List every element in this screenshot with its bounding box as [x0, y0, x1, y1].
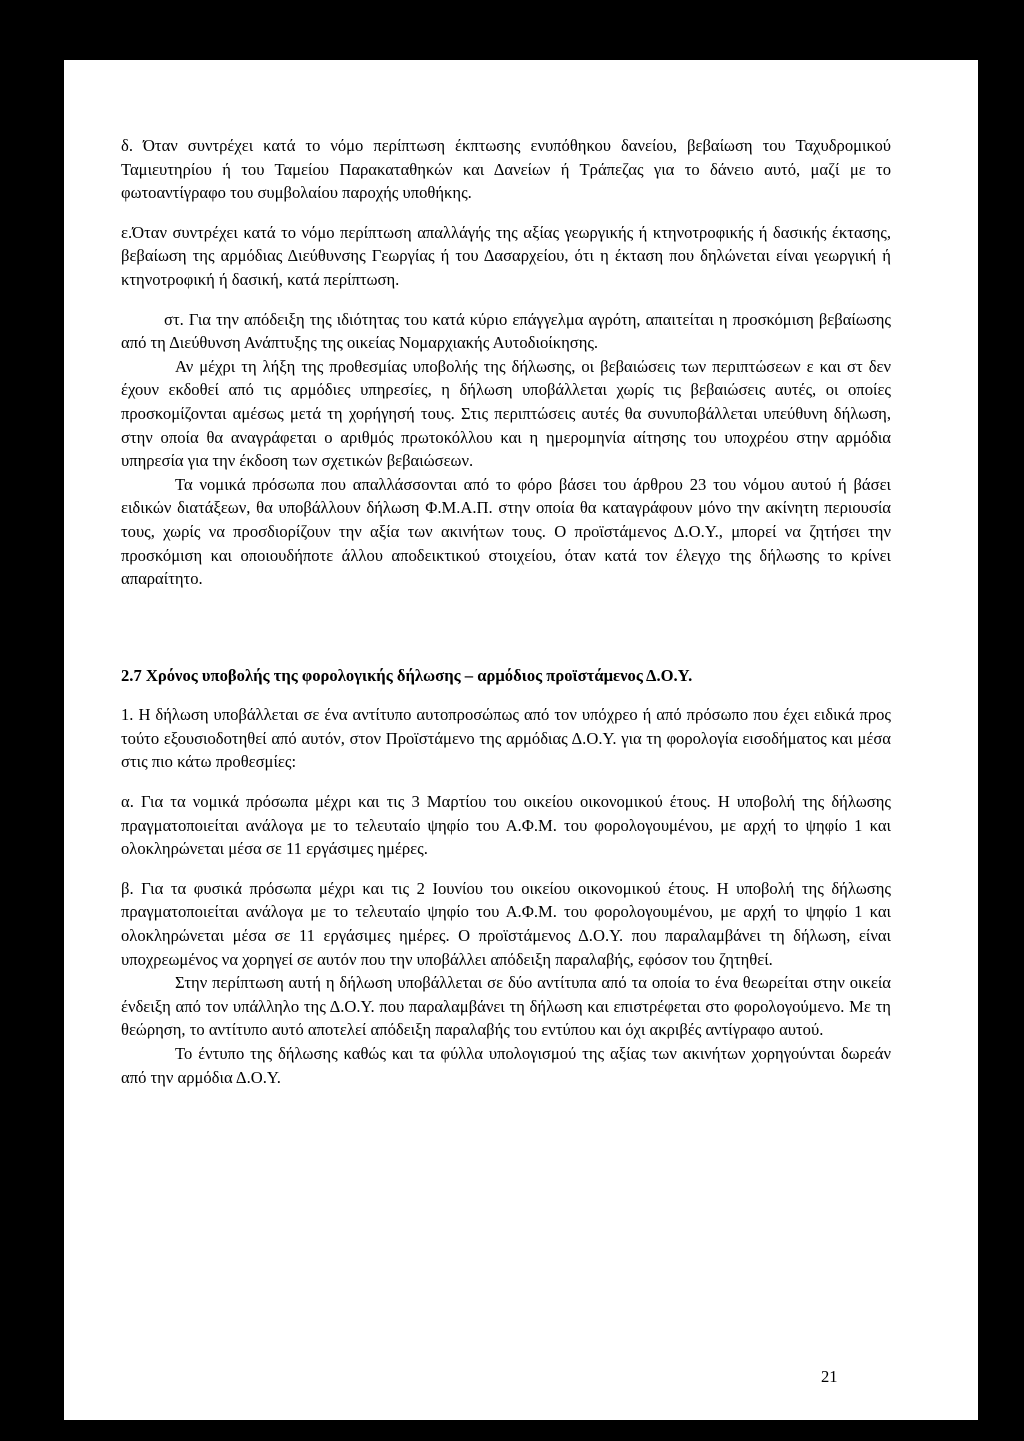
section-st: στ. Για την απόδειξη της ιδιότητας του κατά κύριο επάγγελμα αγρότη, απαιτείται η προσκόμιση βεβαίωσης από τη Διεύθυνση Ανάπτυξης της οικείας Νομαρχιακής Αυτοδιοίκησης.: [121, 309, 891, 353]
section-heading: 2.7 Χρόνος υποβολής της φορολογικής δήλωσης – αρμόδιος προϊστάμενος Δ.Ο.Υ.: [121, 665, 693, 685]
item-a: α. Για τα νομικά πρόσωπα μέχρι και τις 3 Μαρτίου του οικείου οικονομικού έτους. Η υποβολή της δήλωσης πραγματοποιείται ανάλογα με το τελευταίο ψηφίο του Α.Φ.Μ. του φορολογουμένου, με αρχή το ψηφίο 1 και ολοκληρώνεται μέσα σε 11 εργάσιμες ημέρες.: [121, 792, 891, 859]
paragraph-forms: Το έντυπο της δήλωσης καθώς και τα φύλλα υπολογισμού της αξίας των ακινήτων χορηγούνται δωρεάν από την αρμόδια Δ.Ο.Υ.: [121, 1044, 891, 1087]
item-b: β. Για τα φυσικά πρόσωπα μέχρι και τις 2 Ιουνίου του οικείου οικονομικού έτους. Η υποβολή της δήλωσης πραγματοποιείται ανάλογα με το τελευταίο ψηφίο του Α.Φ.Μ. του φορολογουμένου, με αρχή το ψηφίο 1 και ολοκληρώνεται μέσα σε 11 εργάσιμες ημέρες. Ο προϊστάμενος Δ.Ο.Υ. που παραλαμβάνει τη δήλωση, είναι υποχρεωμένος να χορηγεί σε αυτόν που την υποβάλλει απόδειξη παραλαβής, εφόσον του ζητηθεί.: [121, 878, 891, 969]
document-body: [121, 134, 891, 1089]
section-delta: δ. Όταν συντρέχει κατά το νόμο περίπτωση έκπτωσης ενυπόθηκου δανείου, βεβαίωση του Ταχυδρομικού Ταμιευτηρίου ή του Ταμείου Παρακαταθηκών και Δανείων ή Τράπεζας για το δάνειο αυτό, μαζί με το φωτοαντίγραφο του συμβολαίου παροχής υποθήκης.: [121, 136, 891, 203]
paragraph-deadline: Αν μέχρι τη λήξη της προθεσμίας υποβολής της δήλωσης, οι βεβαιώσεις των περιπτώσεων ε και στ δεν έχουν εκδοθεί από τις αρμόδιες υπηρεσίες, η δήλωση υποβάλλεται χωρίς τις βεβαιώσεις αυτές, οι οποίες προσκομίζονται αμέσως μετά τη χορήγησή τους. Στις περιπτώσεις αυτές θα συνυποβάλλεται υπεύθυνη δήλωση, στην οποία θα αναγράφεται ο αριθμός πρωτοκόλλου και η ημερομηνία αίτησης του υποχρέου στην αρμόδια υπηρεσία για την έκδοση των σχετικών βεβαιώσεων.: [121, 356, 891, 471]
section-epsilon: ε.Όταν συντρέχει κατά το νόμο περίπτωση απαλλάγής της αξίας γεωργικής ή κτηνοτροφικής ή δασικής έκτασης, βεβαίωση της αρμόδιας Διεύθυνσης Γεωργίας ή του Δασαρχείου, ότι η έκταση που δηλώνεται είναι γεωργική ή κτηνοτροφική ή δασική, κατά περίπτωση.: [121, 222, 891, 289]
paragraph-legal-entities: Τα νομικά πρόσωπα που απαλλάσσονται από το φόρο βάσει του άρθρου 23 του νόμου αυτού ή βάσει ειδικών διατάξεων, θα υποβάλλουν δήλωση Φ.Μ.Α.Π. στην οποία θα καταγράφουν μόνο την ακίνητη περιουσία τους, χωρίς να προσδιορίζουν την αξία των ακινήτων τους. Ο προϊστάμενος Δ.Ο.Υ., μπορεί να ζητήσει την προσκόμιση και οποιουδήποτε άλλου αποδεικτικού στοιχείου, όταν κατά τον έλεγχο της δήλωσης το κρίνει απαραίτητο.: [121, 474, 891, 589]
paragraph-copies: Στην περίπτωση αυτή η δήλωση υποβάλλεται σε δύο αντίτυπα από τα οποία το ένα θεωρείται στην οικεία ένδειξη από τον υπάλληλο της Δ.Ο.Υ. που παραλαμβάνει τη δήλωση και επιστρέφεται στο φορολογούμενο. Με τη θεώρηση, το αντίτυπο αυτό αποτελεί απόδειξη παραλαβής του εντύπου και όχι ακριβές αντίγραφο αυτού.: [121, 973, 891, 1040]
item-1: 1. Η δήλωση υποβάλλεται σε ένα αντίτυπο αυτοπροσώπως από τον υπόχρεο ή από πρόσωπο που έχει ειδικά προς τούτο εξουσιοδοτηθεί από αυτόν, στον Προϊστάμενο της αρμόδιας Δ.Ο.Υ. για τη φορολογία εισοδήματος και μέσα στις πιο κάτω προθεσμίες:: [121, 705, 891, 772]
page-number: 21: [821, 1367, 838, 1386]
